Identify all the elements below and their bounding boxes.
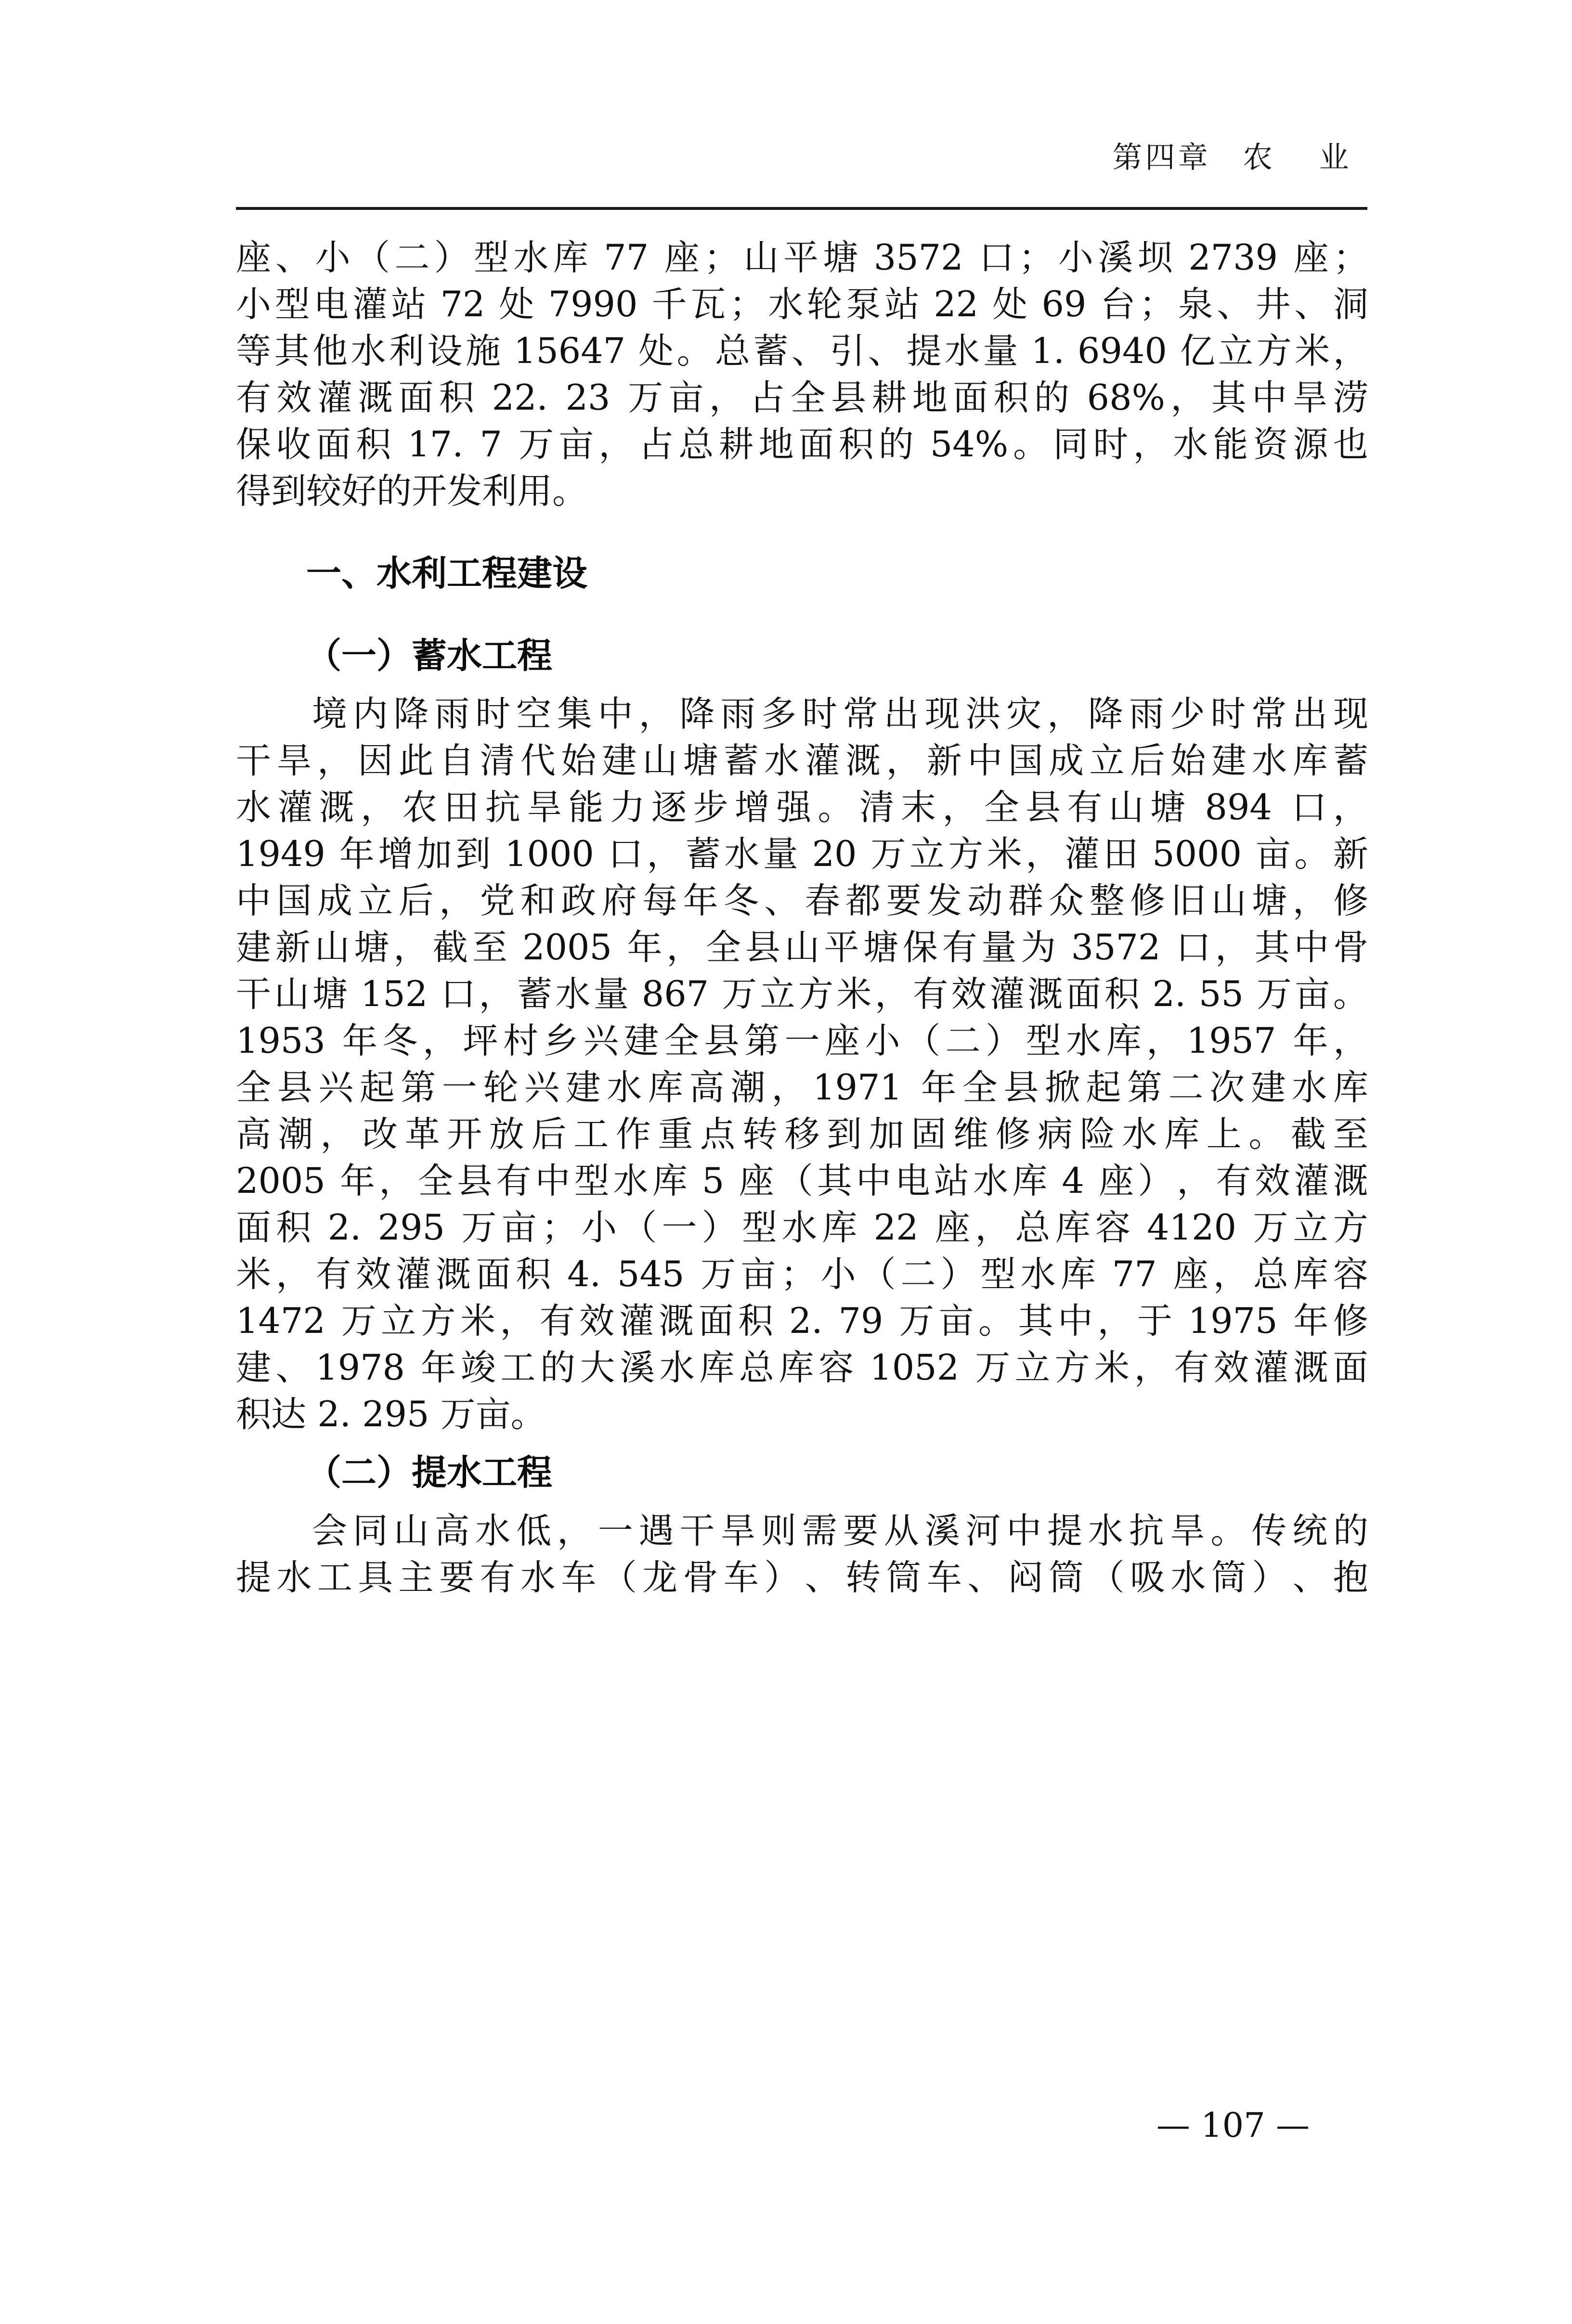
header-rule (236, 207, 1367, 210)
text-column (236, 234, 1368, 1601)
text-line: 等 其 他 水 利 设 施 15647 处 。 总 蓄 、 引 、 提 水 量 1. 6940 亿 立 方 米 ， (236, 331, 1368, 372)
text-line: 水 灌 溉 ， 农 田 抗 旱 能 力 逐 步 增 强 。 清 末 ， 全 县 有 山 塘 894 口 ， (236, 787, 1368, 828)
text-line: 会 同 山 高 水 低 ， 一 遇 干 旱 则 需 要 从 溪 河 中 提 水 抗 旱 。 传 统 的 (312, 1511, 1368, 1551)
text-line: 建 、 1978 年 竣 工 的 大 溪 水 库 总 库 容 1052 万 立 方 米 ， 有 效 灌 溉 面 (236, 1347, 1368, 1388)
running-head-chapter: 第四章 (1112, 140, 1211, 175)
text-line: 全 县 兴 起 第 一 轮 兴 建 水 库 高 潮 ， 1971 年 全 县 掀 起 第 二 次 建 水 库 (236, 1067, 1368, 1108)
text-line: 1953 年 冬 ， 坪 村 乡 兴 建 全 县 第 一 座 小 （ 二 ） 型 水 库 ， 1957 年 ， (236, 1020, 1368, 1061)
text-line: 积达 2. 295 万亩。 (236, 1394, 546, 1435)
block-spacer (236, 1496, 1368, 1508)
block-spacer (236, 679, 1368, 691)
text-line: 得到较好的开发利用。 (236, 471, 587, 512)
text-line: 高 潮 ， 改 革 开 放 后 工 作 重 点 转 移 到 加 固 维 修 病 险 水 库 上 。 截 至 (236, 1114, 1368, 1155)
text-line: 中 国 成 立 后 ， 党 和 政 府 每 年 冬 、 春 都 要 发 动 群 众 整 修 旧 山 塘 ， 修 (236, 880, 1368, 921)
text-line: 干 旱 ， 因 此 自 清 代 始 建 山 塘 蓄 水 灌 溉 ， 新 中 国 成 立 后 始 建 水 库 蓄 (236, 740, 1368, 781)
text-line: 干 山 塘 152 口 ， 蓄 水 量 867 万 立 方 米 ， 有 效 灌 溉 面 积 2. 55 万 亩 。 (236, 974, 1368, 1015)
block-spacer (236, 597, 1368, 633)
text-line: 座 、 小 （ 二 ） 型 水 库 77 座 ； 山 平 塘 3572 口 ； 小 溪 坝 2739 座 ； (236, 237, 1368, 278)
text-line: 2005 年 ， 全 县 有 中 型 水 库 5 座 （ 其 中 电 站 水 库 4 座 ） ， 有 效 灌 溉 (236, 1161, 1368, 1201)
text-line: 建 新 山 塘 ， 截 至 2005 年 ， 全 县 山 平 塘 保 有 量 为 3572 口 ， 其 中 骨 (236, 927, 1368, 968)
text-line: 境 内 降 雨 时 空 集 中 ， 降 雨 多 时 常 出 现 洪 灾 ， 降 雨 少 时 常 出 现 (312, 694, 1368, 735)
text-line: 面 积 2. 295 万 亩 ； 小 （ 一 ） 型 水 库 22 座 ， 总 库 容 4120 万 立 方 (236, 1207, 1368, 1248)
text-line: 提 水 工 具 主 要 有 水 车 （ 龙 骨 车 ） 、 转 筒 车 、 闷 筒 （ 吸 水 筒 ） 、 抱 (236, 1557, 1368, 1598)
subsection-heading: （一）蓄水工程 (306, 635, 552, 676)
text-line: 保 收 面 积 17. 7 万 亩 ， 占 总 耕 地 面 积 的 54% 。 同 时 ， 水 能 资 源 也 (236, 424, 1368, 465)
block-spacer (236, 515, 1368, 550)
text-line: 1472 万 立 方 米 ， 有 效 灌 溉 面 积 2. 79 万 亩 。 其 中 ， 于 1975 年 修 (236, 1301, 1368, 1342)
text-line: 有 效 灌 溉 面 积 22. 23 万 亩 ， 占 全 县 耕 地 面 积 的 68% ， 其 中 旱 涝 (236, 377, 1368, 418)
running-head-subject: 农 业 (1242, 140, 1367, 175)
subsection-heading: （二）提水工程 (306, 1452, 552, 1493)
section-heading: 一、水利工程建设 (306, 553, 587, 594)
text-line: 1949 年 增 加 到 1000 口 ， 蓄 水 量 20 万 立 方 米 ， 灌 田 5000 亩 。 新 (236, 834, 1368, 875)
block-spacer (236, 1438, 1368, 1449)
page-folio: — 107 — (1156, 2105, 1310, 2145)
text-line: 米 ， 有 效 灌 溉 面 积 4. 545 万 亩 ； 小 （ 二 ） 型 水 库 77 座 ， 总 库 容 (236, 1254, 1368, 1295)
text-line: 小 型 电 灌 站 72 处 7990 千 瓦 ； 水 轮 泵 站 22 处 69 台 ； 泉 、 井 、 洞 (236, 284, 1368, 325)
running-head (236, 140, 1367, 175)
